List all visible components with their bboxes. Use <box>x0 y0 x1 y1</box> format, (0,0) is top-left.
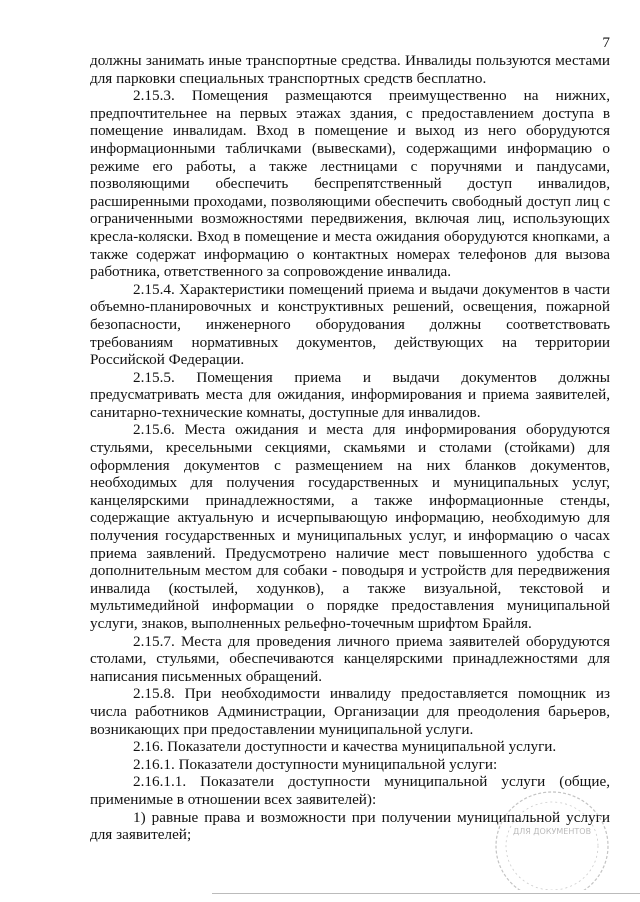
stamp-seal <box>488 790 610 890</box>
page-bottom-rule <box>212 893 640 894</box>
page-number: 7 <box>602 34 610 51</box>
paragraph-2-15-8: 2.15.8. При необходимости инвалиду предоставляется помощник из числа работников Администрации, Организации для преодоления барьеров, возникающих при предоставлении муниципальной услуги. <box>90 685 610 738</box>
paragraph-2-15-5: 2.15.5. Помещения приема и выдачи документов должны предусматривать места для ожидания, информирования и приема заявителей, санитарно-технические комнаты, доступные для инвалидов. <box>90 368 610 421</box>
paragraph-2-16: 2.16. Показатели доступности и качества муниципальной услуги. <box>133 738 557 756</box>
paragraph-2-16-1-1: 2.16.1.1. Показатели доступности муниципальной услуги (общие, применимые в отношении всех заявителей): <box>90 773 610 808</box>
paragraph-2-15-6: 2.15.6. Места ожидания и места для информирования оборудуются стульями, кресельными секциями, скамьями и столами (стойками) для оформления документов с размещением на них бланков документов, необходимых для получения государственных и муниципальных услуг, канцелярскими принадлежностями, а также информационные стенды, содержащие актуальную и исчерпывающую информацию, необходимую для получения государственных и муниципальных услуг, и информацию о часах приема заявлений. Предусмотрено наличие мест повышенного удобства с дополнительным местом для собаки - поводыря и устройств для передвижения инвалида (костылей, ходунков), а также визуальной, текстовой и мультимедийной информации о порядке предоставления муниципальной услуги, знаков, выполненных рельефно-точечным шрифтом Брайля. <box>90 421 610 632</box>
document-body <box>90 52 610 844</box>
paragraph-item-1: 1) равные права и возможности при получении муниципальной услуги для заявителей; <box>90 808 610 844</box>
paragraph-2-15-3: 2.15.3. Помещения размещаются преимущественно на нижних, предпочтительнее на первых этажах здания, с предоставлением доступа в помещение инвалидам. Вход в помещение и выход из него оборудуются информационными табличками (вывесками), содержащими информацию о режиме его работы, а также лестницами с поручнями и пандусами, позволяющими обеспечить беспрепятственный доступ инвалидов, расширенными проходами, позволяющими обеспечить свободный доступ лиц с ограниченными возможностями передвижения, включая лиц, использующих кресла-коляски. Вход в помещение и места ожидания оборудуются кнопками, а также содержат информацию о контактных номерах телефонов для вызова работника, ответственного за сопровождение инвалида. <box>90 87 610 281</box>
paragraph-2-16-1: 2.16.1. Показатели доступности муниципальной услуги: <box>133 755 498 773</box>
paragraph-2-15-7: 2.15.7. Места для проведения личного приема заявителей оборудуются столами, стульями, обеспечиваются канцелярскими принадлежностями для написания письменных обращений. <box>90 632 610 685</box>
paragraph-2-15-4: 2.15.4. Характеристики помещений приема и выдачи документов в части объемно-планировочных и конструктивных решений, освещения, пожарной безопасности, инженерного оборудования должны соответствовать требованиям нормативных документов, действующих на территории Российской Федерации. <box>90 280 610 369</box>
stamp-text: ДЛЯ ДОКУМЕНТОВ <box>512 827 592 836</box>
paragraph-parking: должны занимать иные транспортные средства. Инвалиды пользуются местами для парковки специальных транспортных средств бесплатно. <box>90 52 610 87</box>
